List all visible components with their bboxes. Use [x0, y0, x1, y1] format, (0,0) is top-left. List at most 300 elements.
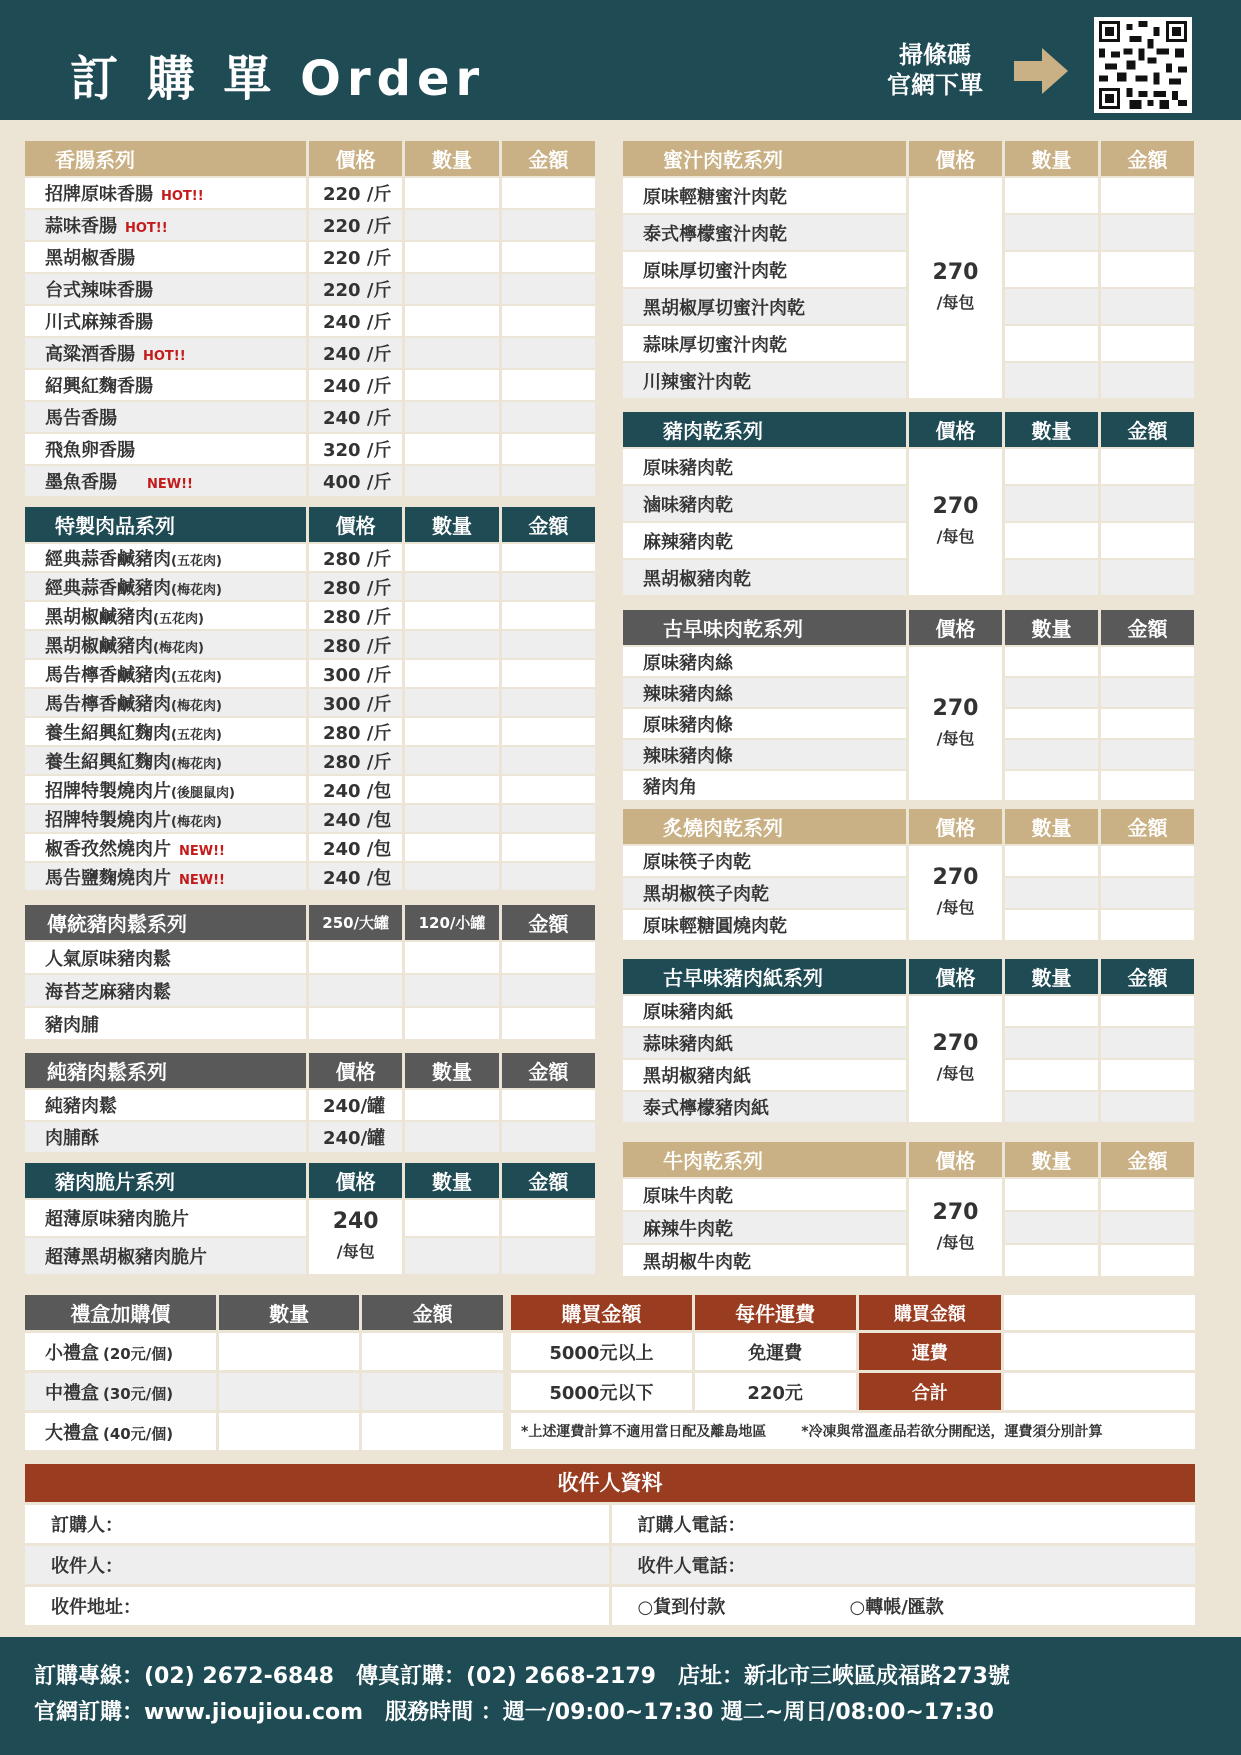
amount-field[interactable]: [1101, 449, 1194, 484]
table-row: [623, 178, 1194, 213]
qty-input[interactable]: [1005, 215, 1098, 250]
chips-title: 豬肉脆片系列: [25, 1163, 306, 1198]
amount-field[interactable]: [1101, 1245, 1194, 1276]
qty-input[interactable]: [219, 1413, 360, 1450]
item-name: 川辣蜜汁肉乾: [623, 363, 906, 398]
table-row: [25, 1373, 503, 1410]
qty-input[interactable]: [1005, 771, 1098, 800]
table-row: [25, 805, 595, 832]
item-name: [25, 776, 306, 803]
qty-input[interactable]: [1005, 678, 1098, 707]
qty-input[interactable]: [1005, 560, 1098, 595]
item-name: [25, 306, 306, 336]
item-name: [25, 602, 306, 629]
item-price: 240 /包: [309, 834, 402, 861]
amount-field[interactable]: [502, 402, 595, 432]
item-price: 280 /斤: [309, 602, 402, 629]
item-price: 220 /斤: [309, 178, 402, 208]
beef-section: [620, 1140, 1197, 1278]
qty-input[interactable]: [405, 544, 498, 571]
amount-field[interactable]: [1101, 560, 1194, 595]
amount-field[interactable]: [502, 210, 595, 240]
col-price: 價格: [309, 1053, 402, 1088]
small-jar-qty-input[interactable]: [405, 1008, 498, 1039]
item-label: 高粱酒香腸: [45, 344, 135, 365]
ship-label-total: 合計: [859, 1373, 1002, 1410]
qty-input[interactable]: [1005, 910, 1098, 940]
qty-input[interactable]: [219, 1333, 360, 1370]
col-amount: 金額: [502, 905, 595, 940]
item-tag-badge: HOT!!: [161, 189, 204, 204]
table-row: [25, 689, 595, 716]
amount-field[interactable]: [502, 975, 595, 1006]
amount-field[interactable]: [502, 306, 595, 336]
qty-input[interactable]: [405, 805, 498, 832]
large-jar-qty-input[interactable]: [309, 975, 402, 1006]
qty-input[interactable]: [1005, 1245, 1098, 1276]
gift-price: (20元/個): [103, 1344, 174, 1363]
item-price: 280 /斤: [309, 631, 402, 658]
ship-note-2: *冷凍與常溫產品若欲分開配送，運費須分別計算: [801, 1424, 1103, 1440]
amount-field[interactable]: [502, 370, 595, 400]
qty-input[interactable]: [1005, 878, 1098, 908]
qty-input[interactable]: [219, 1373, 360, 1410]
qty-input[interactable]: [1005, 178, 1098, 213]
amount-field[interactable]: [502, 602, 595, 629]
small-jar-qty-input[interactable]: [405, 942, 498, 973]
amount-field[interactable]: [502, 660, 595, 687]
item-tag-badge: NEW!!: [179, 843, 225, 859]
amount-field[interactable]: [362, 1333, 503, 1370]
qty-input[interactable]: [405, 863, 498, 890]
shipping-fee-field[interactable]: [1004, 1333, 1195, 1370]
amount-field[interactable]: [502, 863, 595, 890]
group-price: [909, 996, 1002, 1122]
amount-field[interactable]: [1101, 1212, 1194, 1243]
grilled-section: [620, 807, 1197, 942]
col-qty: 數量: [405, 141, 498, 176]
amount-field[interactable]: [502, 834, 595, 861]
qty-input[interactable]: [1005, 363, 1098, 398]
col-price: 價格: [309, 507, 402, 542]
gift-section: [22, 1292, 506, 1453]
qty-input[interactable]: [405, 1238, 498, 1274]
item-label: 黑胡椒香腸: [45, 248, 135, 269]
item-name: 原味牛肉乾: [623, 1179, 906, 1210]
item-price: 300 /斤: [309, 689, 402, 716]
item-label: 馬告鹽麴燒肉片: [45, 867, 171, 889]
item-name: [25, 274, 306, 304]
item-tag-badge: HOT!!: [143, 349, 186, 364]
qty-input[interactable]: [1005, 449, 1098, 484]
amount-field[interactable]: [502, 274, 595, 304]
qty-input[interactable]: [1005, 252, 1098, 287]
item-price: 320 /斤: [309, 434, 402, 464]
item-name: [25, 863, 306, 890]
gift-title: 禮盒加購價: [25, 1295, 216, 1330]
item-name: [25, 402, 306, 432]
receiver-field[interactable]: 收件人：: [25, 1546, 609, 1584]
qr-code[interactable]: [1094, 17, 1192, 113]
item-name: 海苔芝麻豬肉鬆: [25, 975, 306, 1006]
amount-field[interactable]: [1101, 878, 1194, 908]
scan-line2: 官網下單: [887, 71, 983, 99]
footer-line1: 訂購專線：(02) 2672-6848 傳真訂購：(02) 2668-2179 店址：新北市三峽區成福路273號: [34, 1664, 1010, 1689]
amount-field[interactable]: [502, 689, 595, 716]
price-value: 270: [932, 1031, 979, 1056]
item-price: 220 /斤: [309, 274, 402, 304]
qty-input[interactable]: [405, 834, 498, 861]
col-amount: 金額: [502, 507, 595, 542]
item-price: 280 /斤: [309, 747, 402, 774]
item-name: [25, 466, 306, 496]
qty-input[interactable]: [405, 660, 498, 687]
address-field[interactable]: 收件地址：: [25, 1587, 609, 1625]
table-row: [25, 573, 595, 600]
table-row: [25, 660, 595, 687]
item-name: 辣味豬肉條: [623, 740, 906, 769]
qty-input[interactable]: [405, 210, 498, 240]
item-label: 經典蒜香鹹豬肉: [45, 548, 171, 570]
item-price: 240 /斤: [309, 306, 402, 336]
gift-label: 中禮盒: [45, 1382, 99, 1404]
honey-section: [620, 139, 1197, 400]
ship-tier-over: 5000元以上: [511, 1333, 692, 1370]
item-name: 原味厚切蜜汁肉乾: [623, 252, 906, 287]
col-amount: 金額: [1101, 809, 1194, 844]
qty-input[interactable]: [405, 306, 498, 336]
item-name: [25, 1090, 306, 1120]
item-name: 麻辣牛肉乾: [623, 1212, 906, 1243]
item-name: 黑胡椒筷子肉乾: [623, 878, 906, 908]
item-name: [25, 544, 306, 571]
item-price: 280 /斤: [309, 718, 402, 745]
col-price: 價格: [309, 141, 402, 176]
amount-field[interactable]: [502, 776, 595, 803]
item-name: [25, 747, 306, 774]
price-unit: /每包: [936, 1064, 975, 1083]
price-unit: /每包: [936, 1232, 975, 1252]
table-row: [25, 1090, 595, 1120]
qty-input[interactable]: [405, 242, 498, 272]
item-name: 超薄黑胡椒豬肉脆片: [25, 1238, 306, 1274]
amount-field[interactable]: [1101, 910, 1194, 940]
qty-input[interactable]: [1005, 289, 1098, 324]
amount-field[interactable]: [502, 747, 595, 774]
item-cut: (梅花肉): [171, 698, 222, 714]
item-label: 黑胡椒鹹豬肉: [45, 606, 153, 628]
col-amount: 金額: [502, 141, 595, 176]
col-small-jar: 120/小罐: [405, 905, 498, 940]
purefloss-title: 純豬肉鬆系列: [25, 1053, 306, 1088]
qty-input[interactable]: [405, 602, 498, 629]
amount-field[interactable]: [1101, 996, 1194, 1026]
qty-input[interactable]: [1005, 1179, 1098, 1210]
table-row: [25, 863, 595, 890]
qty-input[interactable]: [1005, 740, 1098, 769]
ship-header-fee: 每件運費: [695, 1295, 856, 1330]
amount-field[interactable]: [1101, 1028, 1194, 1058]
qty-input[interactable]: [405, 466, 498, 496]
col-qty: 數量: [1005, 959, 1098, 994]
item-label: 紹興紅麴香腸: [45, 376, 153, 397]
item-name: 麻辣豬肉乾: [623, 523, 906, 558]
col-amount: 金額: [1101, 959, 1194, 994]
amount-field[interactable]: [502, 942, 595, 973]
table-row: [25, 776, 595, 803]
table-row: [623, 1179, 1194, 1210]
table-row: [25, 242, 595, 272]
item-cut: (後腿鼠肉): [171, 785, 235, 801]
item-label: 馬告香腸: [45, 408, 117, 429]
ship-notes: [511, 1413, 1195, 1449]
item-cut: (五花肉): [171, 669, 222, 685]
item-name: [25, 178, 306, 208]
qty-input[interactable]: [405, 274, 498, 304]
large-jar-qty-input[interactable]: [309, 1008, 402, 1039]
honey-title: 蜜汁肉乾系列: [623, 141, 906, 176]
item-label: 墨魚香腸: [45, 472, 117, 493]
col-price: 價格: [309, 1163, 402, 1198]
qty-input[interactable]: [405, 178, 498, 208]
qty-input[interactable]: [405, 370, 498, 400]
item-label: 台式辣味香腸: [45, 280, 153, 301]
amount-field[interactable]: [502, 466, 595, 496]
gift-price: (30元/個): [103, 1384, 174, 1403]
item-name: 泰式檸檬蜜汁肉乾: [623, 215, 906, 250]
item-name: [25, 210, 306, 240]
table-row: [25, 338, 595, 368]
beef-title: 牛肉乾系列: [623, 1142, 906, 1177]
amount-field[interactable]: [1101, 486, 1194, 521]
amount-field[interactable]: [502, 544, 595, 571]
item-name: 泰式檸檬豬肉紙: [623, 1092, 906, 1122]
footer: [0, 1637, 1241, 1755]
item-price: 220 /斤: [309, 242, 402, 272]
table-row: [25, 1333, 503, 1370]
amount-field[interactable]: [1101, 178, 1194, 213]
item-name: 超薄原味豬肉脆片: [25, 1200, 306, 1236]
qty-input[interactable]: [405, 1200, 498, 1236]
item-price: 220 /斤: [309, 210, 402, 240]
table-row: [25, 631, 595, 658]
group-price: [909, 178, 1002, 398]
table-row: [623, 647, 1194, 676]
amount-field[interactable]: [1101, 252, 1194, 287]
item-label: 黑胡椒鹹豬肉: [45, 635, 153, 657]
qty-input[interactable]: [1005, 1028, 1098, 1058]
amount-field[interactable]: [1101, 215, 1194, 250]
col-qty: 數量: [405, 1053, 498, 1088]
table-row: [25, 602, 595, 629]
item-label: 馬告檸香鹹豬肉: [45, 664, 171, 686]
col-qty: 數量: [405, 1163, 498, 1198]
item-cut: (五花肉): [171, 727, 222, 743]
amount-field[interactable]: [502, 1238, 595, 1274]
table-row: [25, 1122, 595, 1152]
qty-input[interactable]: [405, 1122, 498, 1152]
qty-input[interactable]: [1005, 486, 1098, 521]
item-name: [25, 689, 306, 716]
amount-field[interactable]: [1101, 1060, 1194, 1090]
amount-field[interactable]: [502, 1008, 595, 1039]
large-jar-qty-input[interactable]: [309, 942, 402, 973]
col-qty: 數量: [1005, 1142, 1098, 1177]
qty-input[interactable]: [405, 718, 498, 745]
payment-options: [612, 1587, 1196, 1625]
qty-input[interactable]: [1005, 846, 1098, 876]
amount-field[interactable]: [502, 718, 595, 745]
amount-field[interactable]: [1101, 1092, 1194, 1122]
price-unit: /每包: [936, 728, 975, 748]
item-label: 蒜味香腸: [45, 216, 117, 237]
chips-section: [22, 1161, 598, 1276]
item-price: 240 /斤: [309, 370, 402, 400]
col-qty: 數量: [1005, 809, 1098, 844]
ship-tier-under: 5000元以下: [511, 1373, 692, 1410]
table-row: [25, 747, 595, 774]
table-row: [25, 466, 595, 496]
amount-field[interactable]: [1101, 846, 1194, 876]
amount-field[interactable]: [1101, 363, 1194, 398]
gift-name: [25, 1413, 216, 1450]
scan-text: [860, 40, 1010, 100]
item-name: 原味豬肉紙: [623, 996, 906, 1026]
amount-field[interactable]: [1101, 1179, 1194, 1210]
ship-header-amount: 購買金額: [511, 1295, 692, 1330]
grilled-title: 炙燒肉乾系列: [623, 809, 906, 844]
floss-title: 傳統豬肉鬆系列: [25, 905, 306, 940]
sausage-title: 香腸系列: [25, 141, 306, 176]
recipient-title: 收件人資料: [25, 1464, 1195, 1502]
item-name: 人氣原味豬肉鬆: [25, 942, 306, 973]
qty-input[interactable]: [1005, 1212, 1098, 1243]
amount-field[interactable]: [502, 338, 595, 368]
arrow-right-icon: [1012, 46, 1070, 96]
gift-label: 小禮盒: [45, 1342, 99, 1364]
amount-field[interactable]: [1101, 326, 1194, 361]
item-tag-badge: NEW!!: [179, 872, 225, 888]
qty-input[interactable]: [1005, 709, 1098, 738]
qty-input[interactable]: [405, 338, 498, 368]
special-section: [22, 505, 598, 892]
amount-field[interactable]: [1101, 647, 1194, 676]
price-value: 270: [932, 1199, 979, 1225]
amount-field[interactable]: [1101, 678, 1194, 707]
buyer-field[interactable]: 訂購人：: [25, 1505, 609, 1543]
item-price: 400 /斤: [309, 466, 402, 496]
qty-input[interactable]: [1005, 326, 1098, 361]
amount-field[interactable]: [1101, 289, 1194, 324]
amount-field[interactable]: [502, 242, 595, 272]
qty-input[interactable]: [1005, 647, 1098, 676]
item-name: 蒜味厚切蜜汁肉乾: [623, 326, 906, 361]
table-row: [25, 370, 595, 400]
amount-field[interactable]: [1101, 709, 1194, 738]
qty-input[interactable]: [405, 747, 498, 774]
item-name: [25, 718, 306, 745]
price-value: 270: [932, 865, 979, 890]
price-unit: /每包: [936, 527, 975, 546]
item-name: [25, 631, 306, 658]
amount-field[interactable]: [502, 1090, 595, 1120]
item-name: 滷味豬肉乾: [623, 486, 906, 521]
table-row: [25, 402, 595, 432]
price-value: 270: [932, 494, 979, 519]
item-name: 黑胡椒厚切蜜汁肉乾: [623, 289, 906, 324]
col-qty: 數量: [1005, 610, 1098, 645]
item-name: 黑胡椒豬肉乾: [623, 560, 906, 595]
item-label: 飛魚卵香腸: [45, 440, 135, 461]
group-price: [909, 647, 1002, 800]
qty-input[interactable]: [405, 1090, 498, 1120]
col-amount: 金額: [1101, 412, 1194, 447]
item-label: 養生紹興紅麴肉: [45, 722, 171, 744]
total-field[interactable]: [1004, 1373, 1195, 1410]
amount-field[interactable]: [502, 178, 595, 208]
price-value: 270: [932, 695, 979, 721]
group-price: [909, 1179, 1002, 1276]
price-unit: /每包: [936, 293, 975, 312]
amount-field[interactable]: [502, 805, 595, 832]
pay-cod-radio[interactable]: ○貨到付款: [637, 1597, 726, 1618]
col-amount: 金額: [1101, 610, 1194, 645]
qty-input[interactable]: [1005, 1060, 1098, 1090]
table-row: [25, 942, 595, 973]
item-name: [25, 434, 306, 464]
amount-field[interactable]: [502, 1122, 595, 1152]
item-label: 招牌特製燒肉片: [45, 809, 171, 831]
purefloss-section: [22, 1051, 598, 1154]
item-name: [25, 834, 306, 861]
qty-input[interactable]: [405, 573, 498, 600]
amount-field[interactable]: [362, 1373, 503, 1410]
col-price: 價格: [909, 412, 1002, 447]
receiver-phone-field[interactable]: 收件人電話：: [612, 1546, 1196, 1584]
item-price: 240 /包: [309, 776, 402, 803]
qty-input[interactable]: [405, 776, 498, 803]
special-title: 特製肉品系列: [25, 507, 306, 542]
qty-input[interactable]: [405, 434, 498, 464]
qty-input[interactable]: [1005, 996, 1098, 1026]
item-label: 馬告檸香鹹豬肉: [45, 693, 171, 715]
amount-field[interactable]: [1101, 523, 1194, 558]
amount-field[interactable]: [502, 573, 595, 600]
amount-field[interactable]: [502, 434, 595, 464]
amount-field[interactable]: [502, 1200, 595, 1236]
item-label: 養生紹興紅麴肉: [45, 751, 171, 773]
paper-title: 古早味豬肉紙系列: [623, 959, 906, 994]
item-label: 招牌原味香腸: [45, 184, 153, 205]
qty-input[interactable]: [405, 402, 498, 432]
item-name: 豬肉角: [623, 771, 906, 800]
pay-transfer-radio[interactable]: ○轉帳/匯款: [849, 1597, 944, 1618]
qty-input[interactable]: [405, 631, 498, 658]
amount-field[interactable]: [362, 1413, 503, 1450]
qty-input[interactable]: [405, 689, 498, 716]
ship-header-purchase: 購買金額: [859, 1295, 1002, 1330]
small-jar-qty-input[interactable]: [405, 975, 498, 1006]
amount-field[interactable]: [1101, 771, 1194, 800]
qty-input[interactable]: [1005, 523, 1098, 558]
item-price: 280 /斤: [309, 573, 402, 600]
amount-field[interactable]: [502, 631, 595, 658]
qty-input[interactable]: [1005, 1092, 1098, 1122]
amount-field[interactable]: [1101, 740, 1194, 769]
table-row: [25, 1200, 595, 1236]
buyer-phone-field[interactable]: 訂購人電話：: [612, 1505, 1196, 1543]
purchase-amount-field[interactable]: [1004, 1295, 1195, 1330]
